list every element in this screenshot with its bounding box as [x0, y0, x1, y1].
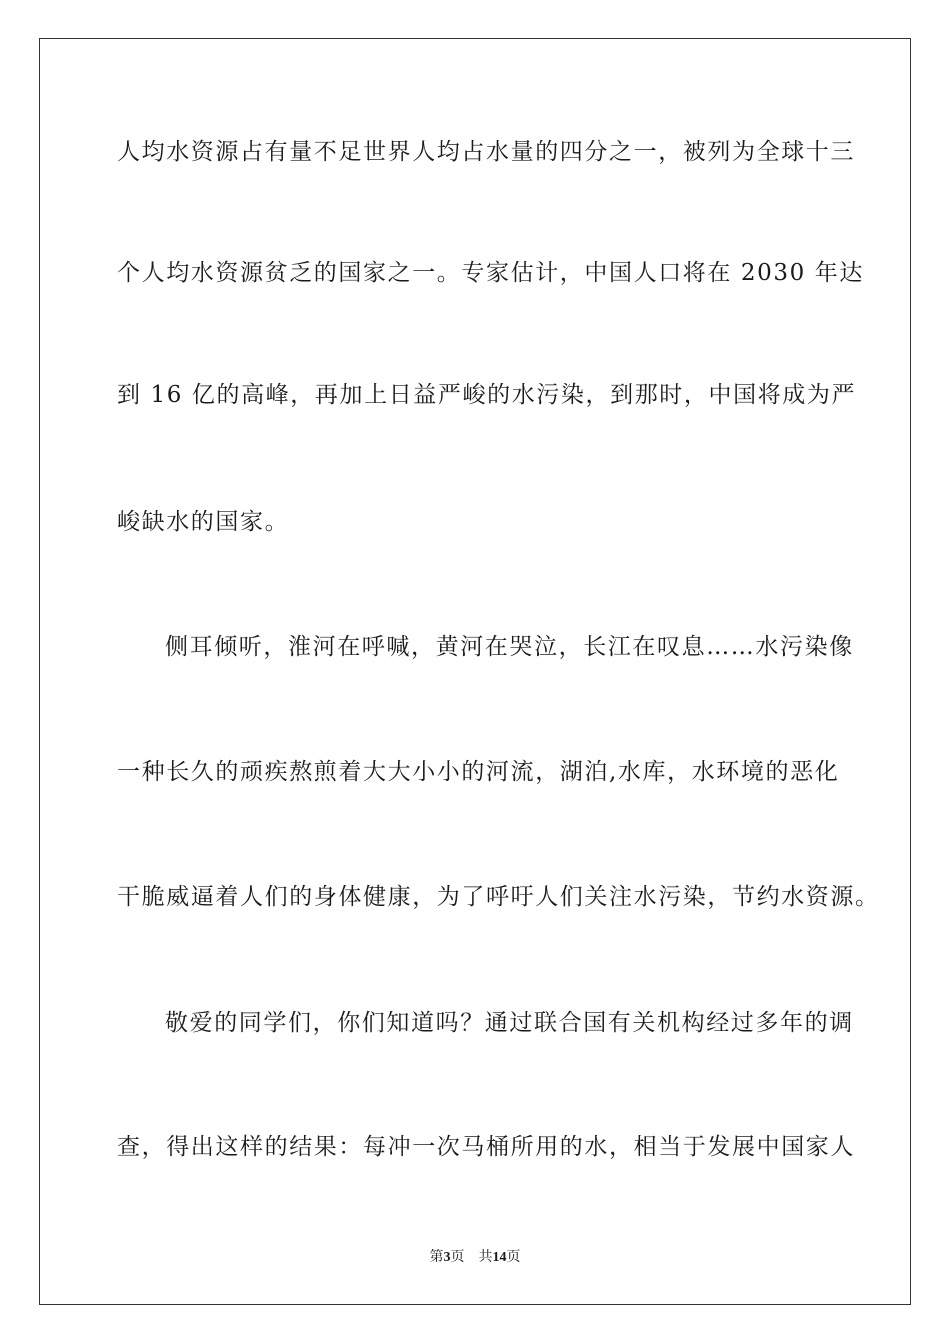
text-line-3: 到 16 亿的高峰，再加上日益严峻的水污染，到那时，中国将成为严: [117, 382, 857, 408]
total-pages: 14: [492, 1250, 507, 1265]
page-suffix: 页: [450, 1249, 465, 1265]
page-footer: [0, 1248, 950, 1267]
paragraph-3-line-1: 敬爱的同学们，你们知道吗？通过联合国有关机构经过多年的调: [165, 1010, 854, 1036]
text-line-6: 一种长久的顽疾熬煎着大大小小的河流，湖泊,水库，水环境的恶化: [117, 759, 840, 785]
total-prefix: 共: [478, 1249, 493, 1265]
text-line-1: 人均水资源占有量不足世界人均占水量的四分之一，被列为全球十三: [117, 139, 855, 165]
page-number: 3: [443, 1250, 451, 1265]
text-line-4: 峻缺水的国家。: [117, 509, 290, 535]
page-prefix: 第: [429, 1249, 444, 1265]
text-line-9: 查，得出这样的结果：每冲一次马桶所用的水，相当于发展中国家人: [117, 1134, 855, 1160]
text-line-2: 个人均水资源贫乏的国家之一。专家估计，中国人口将在 2030 年达: [117, 260, 864, 286]
paragraph-2-line-1: 侧耳倾听，淮河在呼喊，黄河在哭泣，长江在叹息……水污染像: [165, 634, 854, 660]
text-line-7: 干脆威逼着人们的身体健康，为了呼吁人们关注水污染，节约水资源。: [117, 884, 880, 910]
total-suffix: 页: [506, 1249, 521, 1265]
page-border: [39, 38, 911, 1305]
